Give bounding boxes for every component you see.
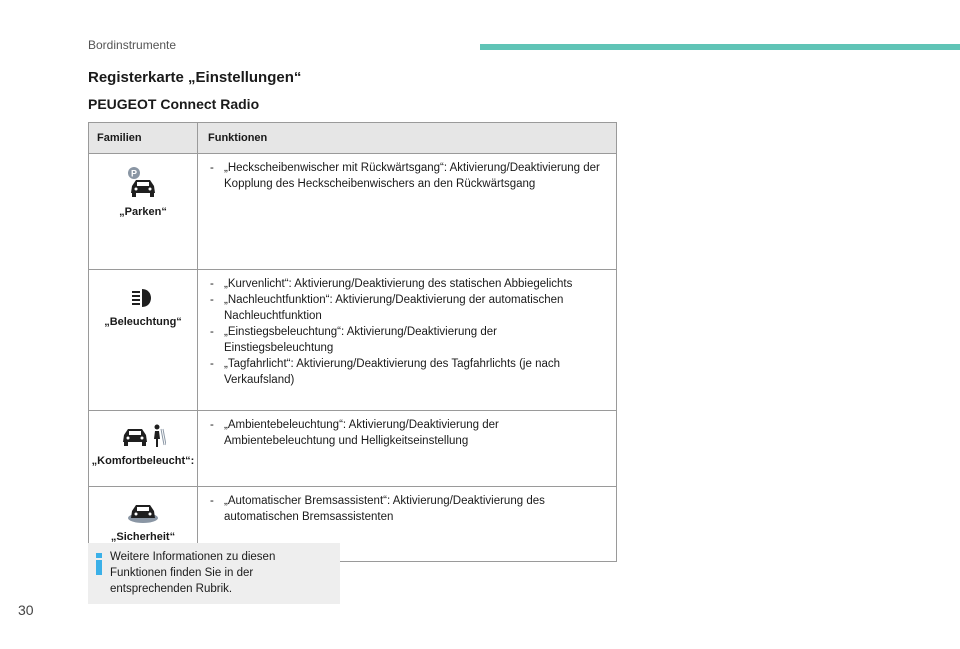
function-item: - „Nachleuchtfunktion“: Aktivierung/Deaktivierung der automatischen Nachleuchtfunktion <box>210 292 606 324</box>
comfort-lighting-icon <box>120 423 166 449</box>
header-accent-bar <box>480 44 960 50</box>
table-header-row <box>89 123 617 154</box>
functions-cell <box>198 270 617 411</box>
info-icon <box>95 553 103 575</box>
function-item: - „Kurvenlicht“: Aktivierung/Deaktivierung des statischen Abbiegelichts <box>210 276 606 292</box>
table-row <box>89 270 617 411</box>
function-item: - „Einstiegsbeleuchtung“: Aktivierung/Deaktivierung der Einstiegsbeleuchtung <box>210 324 606 356</box>
function-item: - „Ambientebeleuchtung“: Aktivierung/Deaktivierung der Ambientebeleuchtung und Helligkeitseinstellung <box>210 417 606 449</box>
svg-text:P: P <box>130 168 138 179</box>
family-label-beleuchtung: „Beleuchtung“ <box>104 316 182 328</box>
functions-cell <box>198 154 617 270</box>
headlight-icon <box>130 286 156 310</box>
table-row <box>89 154 617 270</box>
family-cell <box>89 411 198 487</box>
page-number: 30 <box>18 602 34 618</box>
family-cell <box>89 270 198 411</box>
column-header-families: Familien <box>89 123 198 154</box>
info-note <box>88 543 340 604</box>
function-item: - „Heckscheibenwischer mit Rückwärtsgang“: Aktivierung/Deaktivierung der Kopplung des Heckscheibenwischers an den Rückwärtsgang <box>210 160 606 192</box>
section-header: Bordinstrumente <box>88 38 177 52</box>
column-header-functions: Funktionen <box>198 123 617 154</box>
family-label-komfortbeleucht: „Komfortbeleucht“: <box>91 455 195 467</box>
parking-car-icon <box>127 166 159 200</box>
family-label-sicherheit: „Sicherheit“ <box>110 531 176 543</box>
functions-cell <box>198 411 617 487</box>
table-row <box>89 411 617 487</box>
page-subtitle: PEUGEOT Connect Radio <box>88 96 260 112</box>
family-label-parken: „Parken“ <box>119 206 167 218</box>
function-item: - „Automatischer Bremsassistent“: Aktivierung/Deaktivierung des automatischen Bremsassistenten <box>210 493 606 525</box>
function-item: - „Tagfahrlicht“: Aktivierung/Deaktivierung des Tagfahrlichts (je nach Verkaufsland) <box>210 356 606 388</box>
page-title: Registerkarte „Einstellungen“ <box>88 69 302 86</box>
family-cell <box>89 154 198 270</box>
safety-car-icon <box>127 499 159 525</box>
info-text: Weitere Informationen zu diesen Funktionen finden Sie in der entsprechenden Rubrik. <box>110 551 276 595</box>
functions-table <box>88 122 617 562</box>
